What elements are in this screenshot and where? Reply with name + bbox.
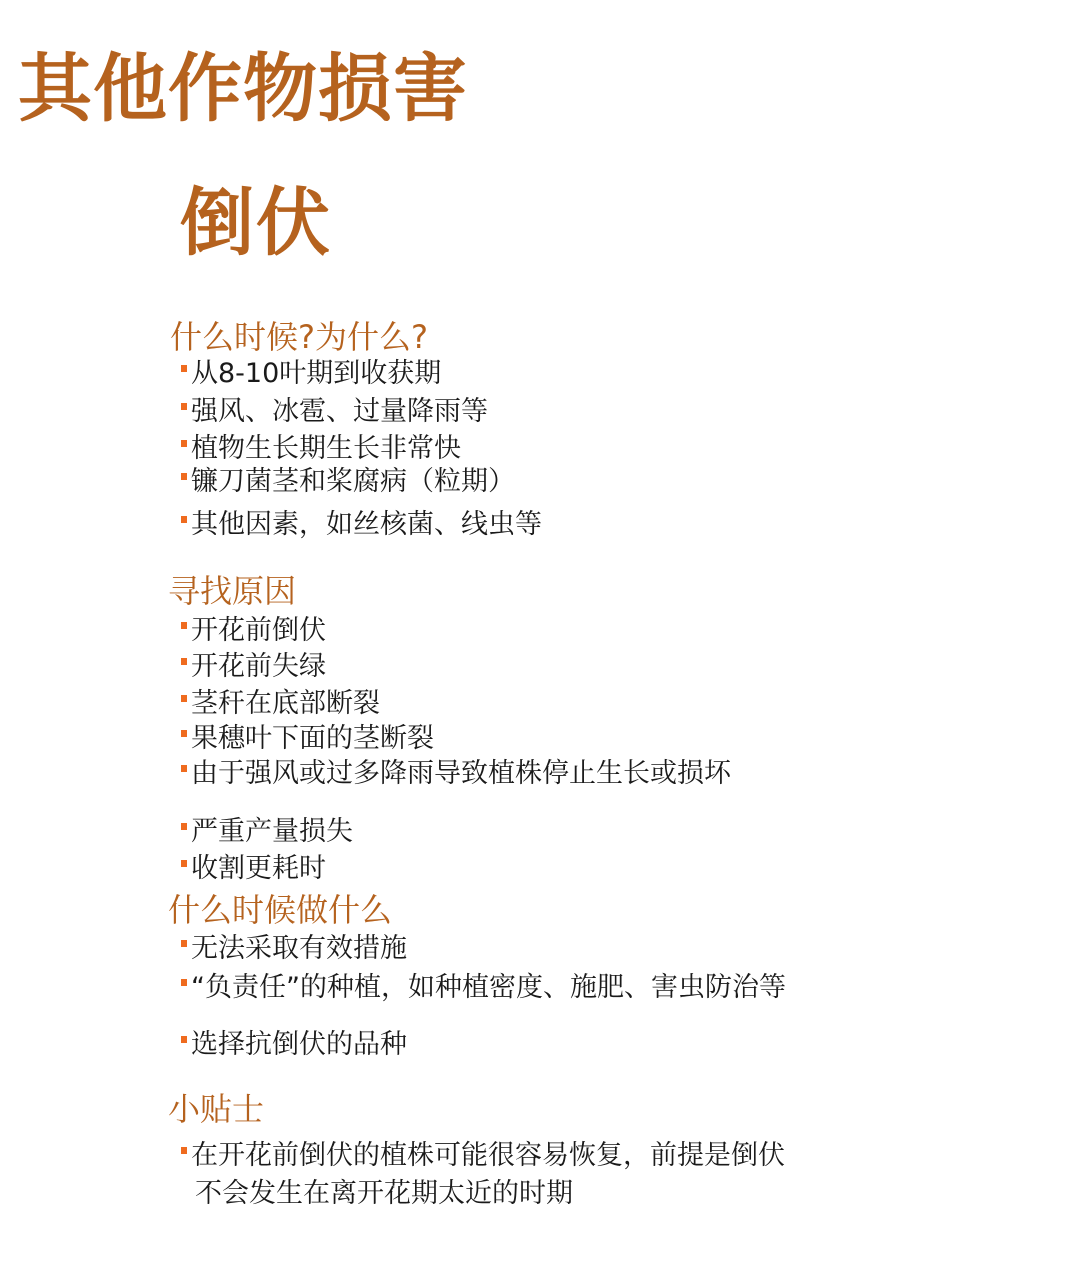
sub-title: 倒伏 — [180, 180, 332, 266]
list-item-text: 开花前倒伏 — [191, 615, 326, 646]
list-item-text: 果穗叶下面的茎断裂 — [191, 723, 434, 754]
list-item — [181, 690, 380, 717]
list-item-text: 在开花前倒伏的植株可能很容易恢复，前提是倒伏 — [191, 1140, 785, 1171]
section-heading-what-to-do: 什么时候做什么 — [168, 891, 393, 929]
section-heading-find-cause: 寻找原因 — [168, 572, 297, 610]
list-item-continuation: 不会发生在离开花期太近的时期 — [195, 1178, 573, 1209]
list-item — [181, 511, 542, 538]
bullet-icon — [181, 940, 187, 947]
list-item-text: 无法采取有效措施 — [191, 933, 407, 964]
list-item-text: 严重产量损失 — [191, 816, 353, 847]
bullet-icon — [181, 1036, 187, 1043]
bullet-icon — [181, 622, 187, 629]
list-item — [181, 398, 488, 425]
bullet-icon — [181, 440, 187, 447]
bullet-icon — [181, 1147, 187, 1154]
list-item — [181, 855, 326, 882]
section-heading-tips: 小贴士 — [168, 1090, 265, 1128]
bullet-icon — [181, 403, 187, 410]
list-item-text: 茎秆在底部断裂 — [191, 688, 380, 719]
bullet-icon — [181, 516, 187, 523]
list-item-text: 植物生长期生长非常快 — [191, 433, 461, 464]
list-item — [181, 653, 326, 680]
bullet-icon — [181, 730, 187, 737]
list-item — [181, 468, 515, 495]
list-item-text: 强风、冰雹、过量降雨等 — [191, 396, 488, 427]
bullet-icon — [181, 658, 187, 665]
list-item — [181, 360, 441, 387]
bullet-icon — [181, 695, 187, 702]
list-item — [181, 935, 407, 962]
bullet-icon — [181, 765, 187, 772]
bullet-icon — [181, 823, 187, 830]
list-item-text: 从8-10叶期到收获期 — [191, 358, 442, 389]
list-item — [181, 725, 434, 752]
list-item — [181, 760, 731, 787]
list-item-text: “负责任”的种植，如种植密度、施肥、害虫防治等 — [191, 972, 786, 1003]
list-item — [181, 1031, 407, 1058]
section-heading-when-why: 什么时候?为什么? — [170, 318, 428, 356]
list-item — [181, 1142, 785, 1169]
bullet-icon — [181, 979, 187, 986]
bullet-icon — [181, 473, 187, 480]
list-item-text: 开花前失绿 — [191, 651, 326, 682]
list-item-text: 收割更耗时 — [191, 853, 326, 884]
list-item-text: 由于强风或过多降雨导致植株停止生长或损坏 — [191, 758, 731, 789]
list-item — [181, 435, 461, 462]
list-item — [181, 617, 326, 644]
list-item-text: 其他因素，如丝核菌、线虫等 — [191, 509, 542, 540]
list-item — [181, 818, 353, 845]
list-item-text: 选择抗倒伏的品种 — [191, 1029, 407, 1060]
list-item-text: 镰刀菌茎和桨腐病（粒期） — [191, 466, 515, 497]
bullet-icon — [181, 860, 187, 867]
list-item — [181, 974, 786, 1001]
main-title: 其他作物损害 — [18, 46, 468, 132]
bullet-icon — [181, 365, 187, 372]
